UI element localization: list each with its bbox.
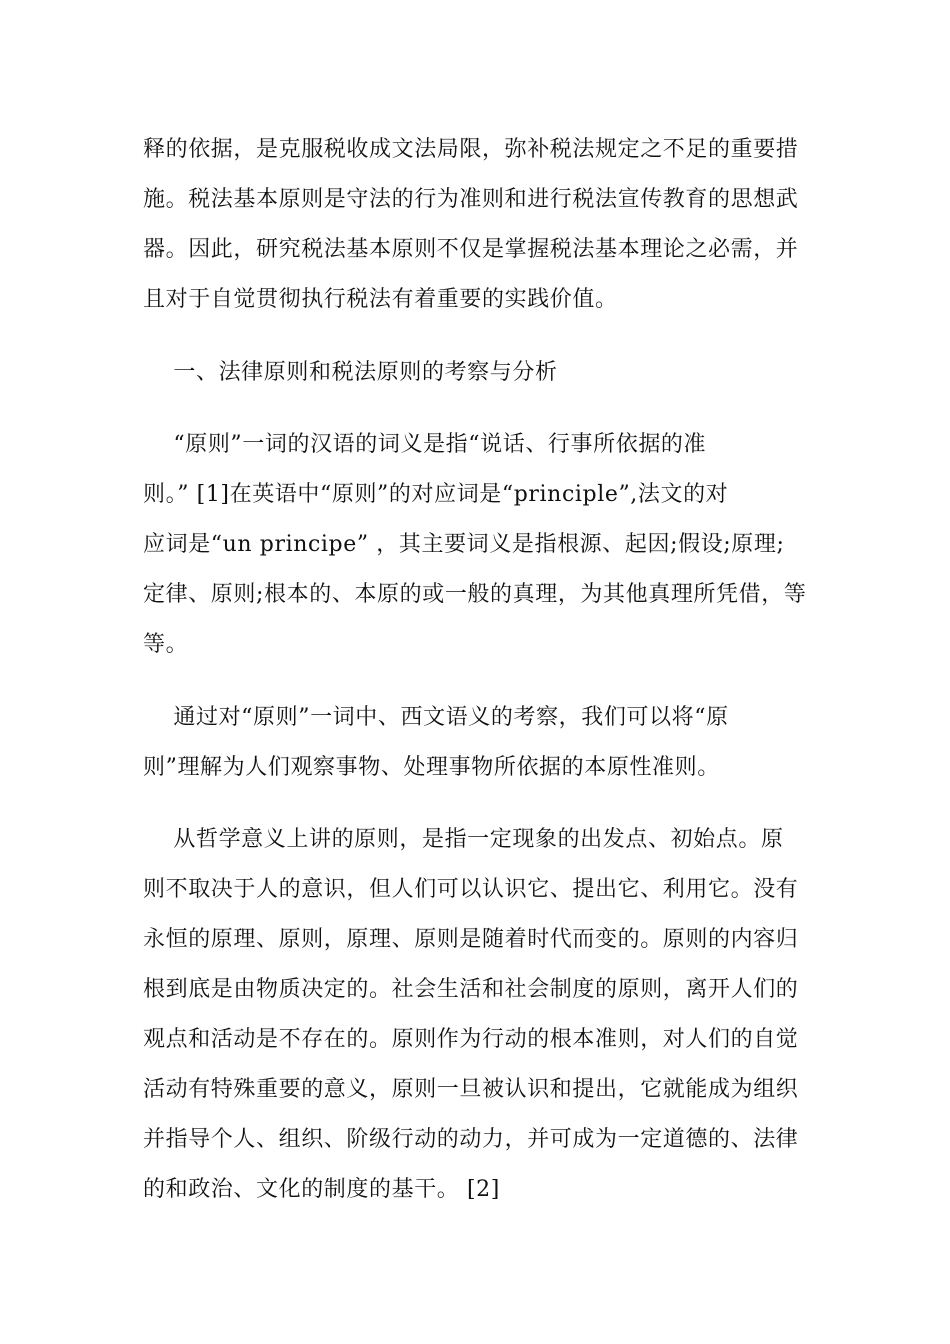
section-heading: 一、法律原则和税法原则的考察与分析 <box>143 360 558 385</box>
text-line: 应词是“un principe” ，其主要词义是指根源、起因;假设;原理; <box>143 532 785 557</box>
text-line: 等。 <box>143 632 189 657</box>
text-line: 活动有特殊重要的意义，原则一旦被认识和提出，它就能成为组织 <box>143 1077 799 1102</box>
text-line: 的和政治、文化的制度的基干。 [2] <box>143 1177 500 1202</box>
text-line: 定律、原则;根本的、本原的或一般的真理，为其他真理所凭借，等 <box>143 582 807 607</box>
text-line: 释的依据，是克服税收成文法局限，弥补税法规定之不足的重要措 <box>143 137 799 162</box>
text-line: 则。” [1]在英语中“原则”的对应词是“principle”,法文的对 <box>143 482 729 507</box>
text-line: 则”理解为人们观察事物、处理事物所依据的本原性准则。 <box>143 755 720 780</box>
text-line: 通过对“原则”一词中、西文语义的考察，我们可以将“原 <box>143 705 729 730</box>
text-line: 施。税法基本原则是守法的行为准则和进行税法宣传教育的思想武 <box>143 187 799 212</box>
text-line: 从哲学意义上讲的原则，是指一定现象的出发点、初始点。原 <box>143 827 784 852</box>
text-line: 且对于自觉贯彻执行税法有着重要的实践价值。 <box>143 287 618 312</box>
text-line: 根到底是由物质决定的。社会生活和社会制度的原则，离开人们的 <box>143 977 799 1002</box>
text-line: “原则”一词的汉语的词义是指“说话、行事所依据的准 <box>143 432 707 457</box>
text-line: 观点和活动是不存在的。原则作为行动的根本准则，对人们的自觉 <box>143 1027 799 1052</box>
text-line: 则不取决于人的意识，但人们可以认识它、提出它、利用它。没有 <box>143 877 799 902</box>
text-line: 器。因此，研究税法基本原则不仅是掌握税法基本理论之必需，并 <box>143 237 799 262</box>
text-line: 并指导个人、组织、阶级行动的动力，并可成为一定道德的、法律 <box>143 1127 799 1152</box>
text-line: 永恒的原理、原则，原理、原则是随着时代而变的。原则的内容归 <box>143 927 799 952</box>
